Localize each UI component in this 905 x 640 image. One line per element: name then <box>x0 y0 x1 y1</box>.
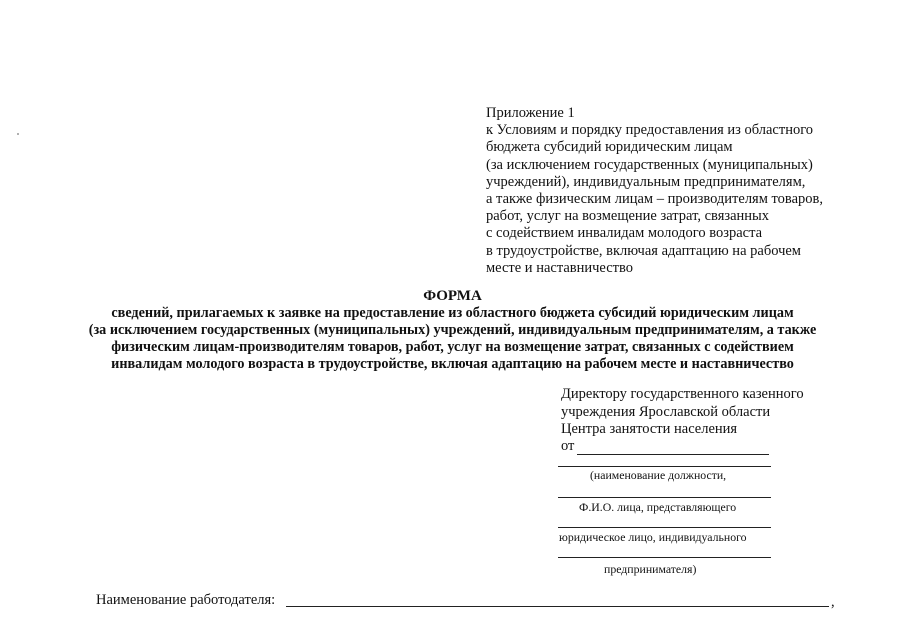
appendix-line: к Условиям и порядку предоставления из областного <box>486 122 814 139</box>
scan-artifact <box>17 133 19 135</box>
full-name-field[interactable] <box>558 497 771 498</box>
form-title: ФОРМА <box>423 288 482 304</box>
appendix-line: а также физическим лицам – производителям товаров, <box>486 191 823 208</box>
entity-caption: юридическое лицо, индивидуального <box>559 530 747 544</box>
full-name-caption: Ф.И.О. лица, представляющего <box>579 500 737 514</box>
position-field[interactable] <box>558 466 771 467</box>
employer-trailing-comma: , <box>831 594 835 610</box>
appendix-line: с содействием инвалидам молодого возраста <box>486 225 763 242</box>
from-label: от <box>561 438 575 454</box>
form-subtitle-line: инвалидам молодого возраста в трудоустройстве, включая адаптацию на рабочем месте и наставничество <box>111 356 794 372</box>
appendix-block <box>486 105 886 277</box>
form-subtitle <box>20 305 885 373</box>
appendix-line: (за исключением государственных (муниципальных) <box>486 156 813 173</box>
appendix-line: учреждений), индивидуальным предпринимателям, <box>486 173 806 190</box>
addressee-line: Центра занятости населения <box>561 421 738 437</box>
employer-name-label: Наименование работодателя: <box>96 592 276 608</box>
addressee-line: Директору государственного казенного <box>561 386 804 402</box>
form-subtitle-line: (за исключением государственных (муниципальных) учреждений, индивидуальным предпринимателям, а также <box>88 322 817 338</box>
appendix-line: бюджета субсидий юридическим лицам <box>486 139 733 156</box>
employer-name-field[interactable] <box>286 606 829 607</box>
appendix-line: в трудоустройстве, включая адаптацию на рабочем <box>486 242 801 259</box>
appendix-line: Приложение 1 <box>486 105 575 121</box>
addressee-block <box>561 386 861 439</box>
addressee-line: учреждения Ярославской области <box>561 403 771 420</box>
position-caption: (наименование должности, <box>590 468 727 482</box>
form-subtitle-line: физическим лицам-производителям товаров, работ, услуг на возмещение затрат, связанных с содействием <box>111 339 794 355</box>
appendix-line: месте и наставничество <box>486 259 633 276</box>
appendix-line: работ, услуг на возмещение затрат, связанных <box>486 208 770 225</box>
entrepreneur-field[interactable] <box>558 557 771 558</box>
entrepreneur-caption: предпринимателя) <box>604 562 697 576</box>
entity-field[interactable] <box>558 527 771 528</box>
form-subtitle-line: сведений, прилагаемых к заявке на предоставление из областного бюджета субсидий юридическим лицам <box>111 305 794 321</box>
from-field[interactable] <box>577 454 769 455</box>
